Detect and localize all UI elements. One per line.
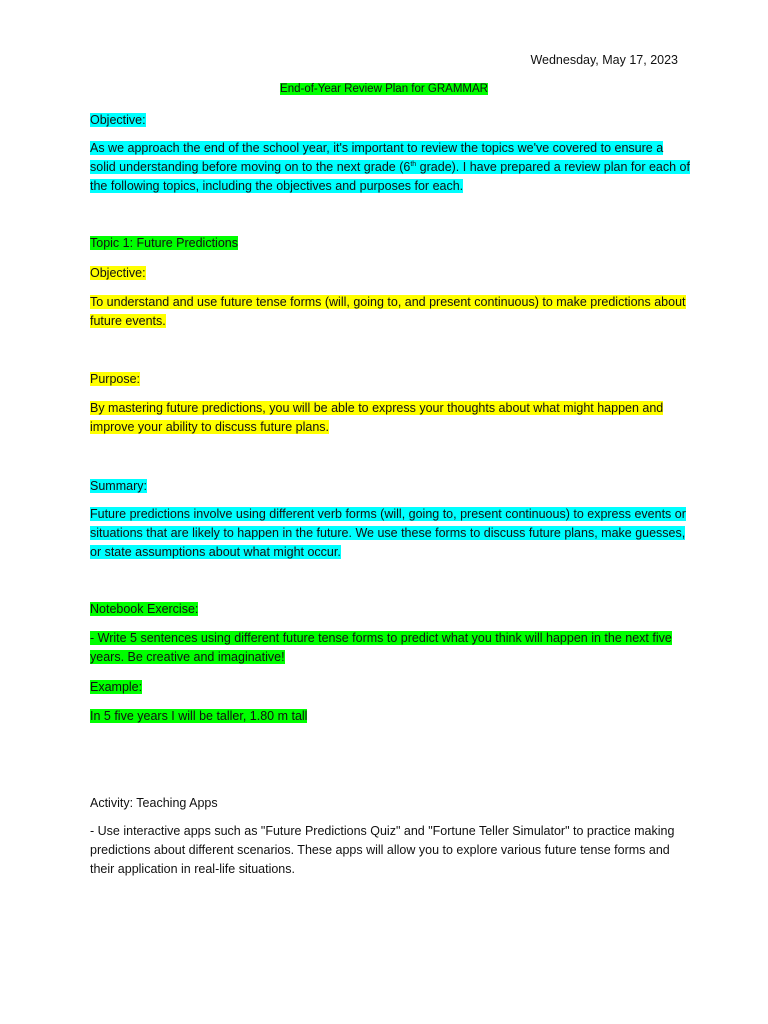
intro-text-part-2: grade). I have prepared a review plan for each of the following topics, including the objectives and purposes for each.: [90, 160, 690, 193]
intro-superscript: th: [410, 160, 417, 168]
topic-objective-paragraph: [90, 293, 690, 331]
activity-paragraph: - Use interactive apps such as "Future Predictions Quiz" and "Fortune Teller Simulator" to practice making predictions about different scenarios. These apps will allow you to explore various future tense forms and their application in real-life situations.: [90, 824, 675, 876]
intro-paragraph: [90, 139, 690, 196]
activity-heading: Activity: Teaching Apps: [90, 796, 218, 810]
example-heading-block: [90, 678, 690, 697]
exercise-text: - Write 5 sentences using different future tense forms to predict what you think will happen in the next five years. Be creative and imaginative!: [90, 631, 672, 664]
topic-purpose-heading: Purpose:: [90, 372, 141, 386]
topic-purpose-paragraph: [90, 399, 690, 437]
topic-objective-text: To understand and use future tense forms (will, going to, and present continuous) to make predictions about future events.: [90, 295, 686, 328]
topic-title-block: [90, 234, 690, 253]
document-title: End-of-Year Review Plan for GRAMMAR: [280, 83, 488, 95]
document-date: Wednesday, May 17, 2023: [530, 53, 678, 67]
example-heading: Example:: [90, 680, 143, 694]
exercise-paragraph: [90, 629, 690, 667]
topic-objective-heading: Objective:: [90, 266, 146, 280]
topic-objective-heading-block: [90, 264, 690, 283]
document-title-line: [0, 83, 768, 95]
exercise-heading-block: [90, 600, 690, 619]
intro-objective-heading: Objective:: [90, 113, 146, 127]
intro-objective-heading-block: [90, 111, 690, 130]
intro-text: [90, 141, 690, 193]
example-text: In 5 five years I will be taller, 1.80 m tall: [90, 709, 308, 723]
topic-summary-heading: Summary:: [90, 479, 147, 493]
topic-summary-paragraph: [90, 505, 690, 562]
topic-title: Topic 1: Future Predictions: [90, 236, 238, 250]
topic-summary-heading-block: [90, 477, 690, 496]
topic-summary-text: Future predictions involve using different verb forms (will, going to, present continuous) to express events or situations that are likely to happen in the future. We use these forms to discuss future plans, make guesses, or state assumptions about what might occur.: [90, 507, 686, 559]
exercise-heading: Notebook Exercise:: [90, 602, 199, 616]
example-paragraph: [90, 707, 690, 726]
topic-purpose-text: By mastering future predictions, you will be able to express your thoughts about what might happen and improve your ability to discuss future plans.: [90, 401, 664, 434]
intro-text-part-1: As we approach the end of the school year, it's important to review the topics we've covered to ensure a solid understanding before moving on to the next grade (6: [90, 141, 664, 174]
topic-purpose-heading-block: [90, 370, 690, 389]
